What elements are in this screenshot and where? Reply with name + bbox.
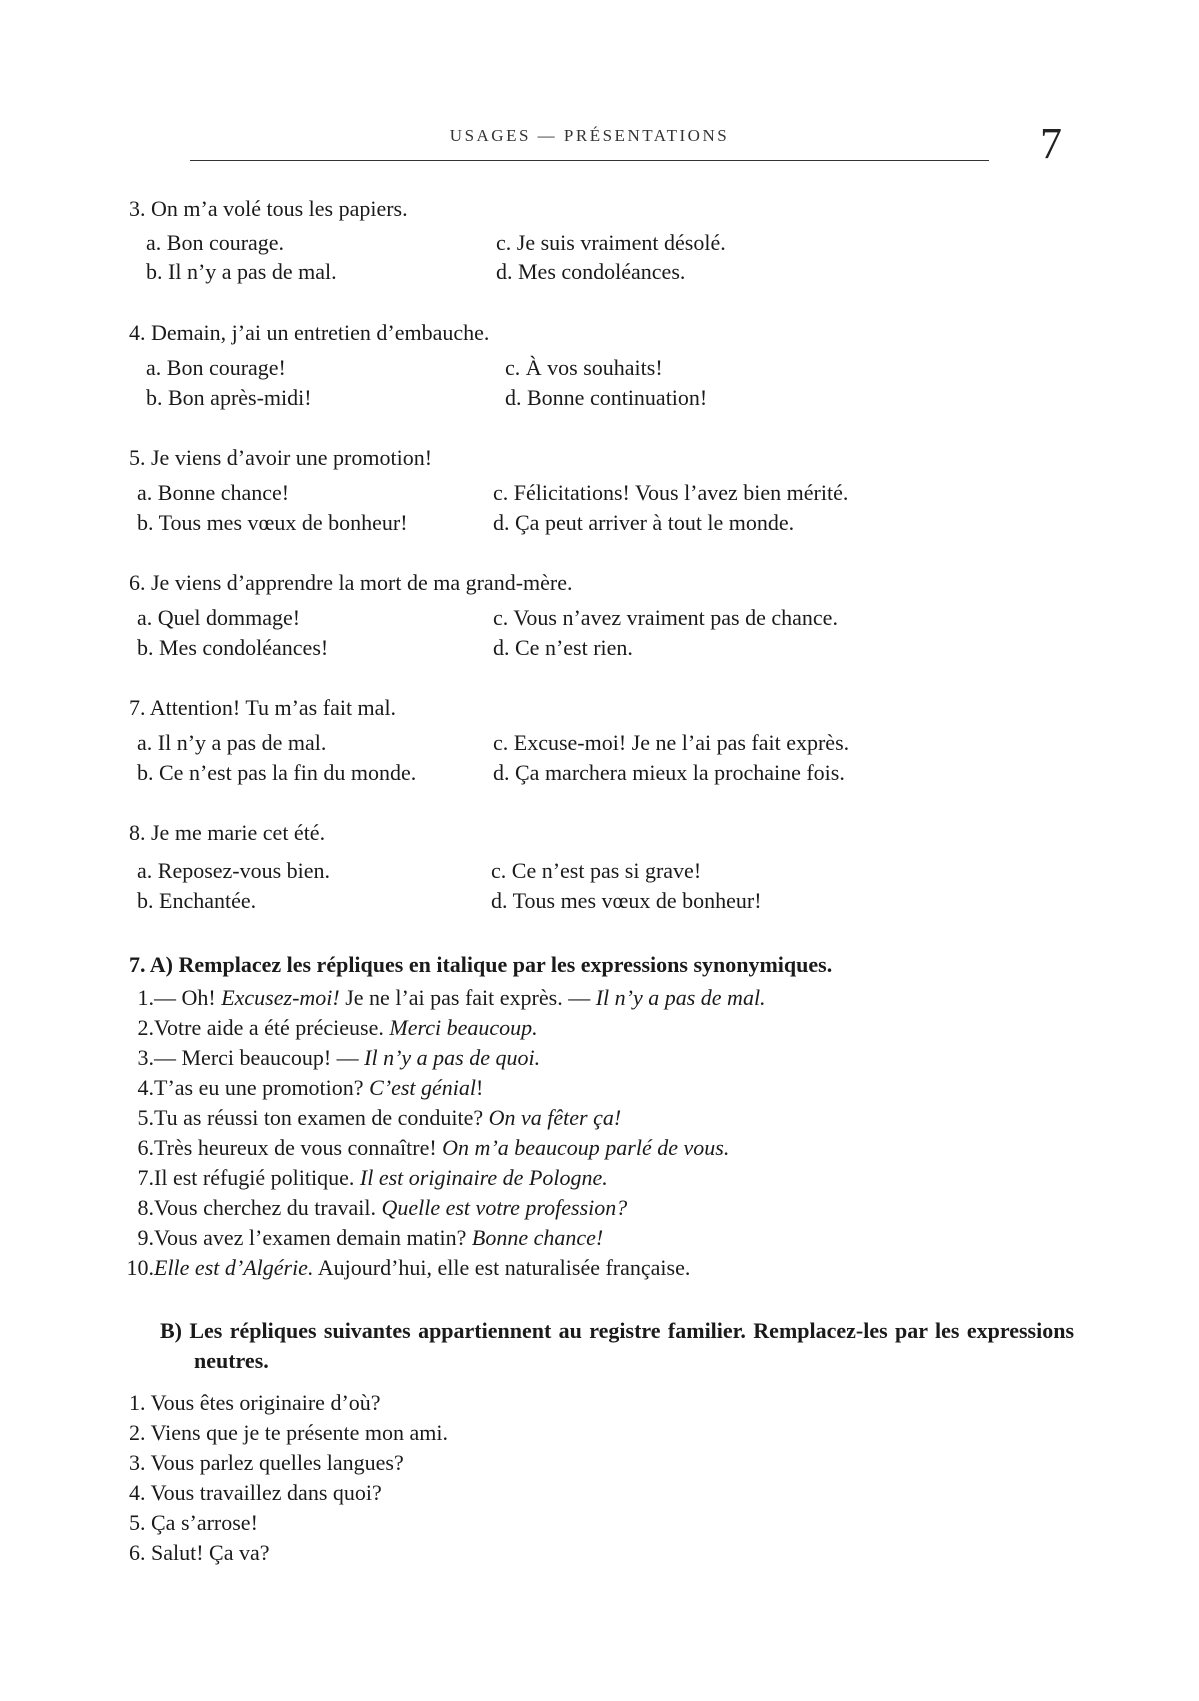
option-b: b. Mes condoléances! <box>137 635 329 660</box>
question-stem: 7. Attention! Tu m’as fait mal. <box>129 695 397 720</box>
exercise-b-heading: B) Les répliques suivantes appartiennent au registre familier. Remplacez-les par les expressions neutres. <box>160 1318 1074 1373</box>
option-d: d. Ça marchera mieux la prochaine fois. <box>493 760 845 785</box>
exercise-item: Vous avez l’examen demain matin? Bonne chance! <box>154 1225 604 1250</box>
list-item: 1. Vous êtes originaire d’où? <box>129 1390 381 1415</box>
item-number: 10. <box>126 1255 154 1280</box>
item-number: 8. <box>137 1195 154 1220</box>
exercise-item: Il est réfugié politique. Il est originaire de Pologne. <box>154 1165 608 1190</box>
option-b: b. Bon après-midi! <box>146 385 312 410</box>
option-d: d. Bonne continuation! <box>505 385 708 410</box>
header-rule <box>190 160 989 161</box>
option-b: b. Ce n’est pas la fin du monde. <box>137 760 417 785</box>
list-item: 5. Ça s’arrose! <box>129 1510 258 1535</box>
question-stem: 8. Je me marie cet été. <box>129 820 326 845</box>
question-stem: 3. On m’a volé tous les papiers. <box>129 196 408 221</box>
option-b: b. Il n’y a pas de mal. <box>146 259 337 284</box>
option-d: d. Ce n’est rien. <box>493 635 633 660</box>
item-number: 4. <box>137 1075 154 1100</box>
exercise-item: Votre aide a été précieuse. Merci beaucoup. <box>154 1015 538 1040</box>
option-a: a. Quel dommage! <box>137 605 301 630</box>
item-number: 7. <box>137 1165 154 1190</box>
exercise-item: Vous cherchez du travail. Quelle est votre profession? <box>154 1195 628 1220</box>
question-stem: 6. Je viens d’apprendre la mort de ma grand-mère. <box>129 570 573 595</box>
option-d: d. Tous mes vœux de bonheur! <box>491 888 762 913</box>
exercise-item: Tu as réussi ton examen de conduite? On va fêter ça! <box>154 1105 622 1130</box>
exercise-item: — Merci beaucoup! — Il n’y a pas de quoi. <box>154 1045 541 1070</box>
item-number: 2. <box>137 1015 154 1040</box>
question-stem: 5. Je viens d’avoir une promotion! <box>129 445 433 470</box>
option-c: c. Vous n’avez vraiment pas de chance. <box>493 605 838 630</box>
option-c: c. Je suis vraiment désolé. <box>496 230 726 255</box>
option-a: a. Reposez-vous bien. <box>137 858 331 883</box>
list-item: 6. Salut! Ça va? <box>129 1540 270 1565</box>
exercise-heading: 7. A) Remplacez les répliques en italique par les expressions synonymiques. <box>129 952 833 977</box>
option-d: d. Ça peut arriver à tout le monde. <box>493 510 795 535</box>
exercise-item: T’as eu une promotion? C’est génial! <box>154 1075 484 1100</box>
option-c: c. À vos souhaits! <box>505 355 663 380</box>
option-a: a. Bonne chance! <box>137 480 290 505</box>
page-number: 7 <box>1040 119 1062 168</box>
list-item: 2. Viens que je te présente mon ami. <box>129 1420 449 1445</box>
exercise-item: — Oh! Excusez-moi! Je ne l’ai pas fait exprès. — Il n’y a pas de mal. <box>154 985 766 1010</box>
option-b: b. Enchantée. <box>137 888 257 913</box>
option-a: a. Bon courage! <box>146 355 286 380</box>
option-d: d. Mes condoléances. <box>496 259 686 284</box>
option-a: a. Il n’y a pas de mal. <box>137 730 327 755</box>
option-b: b. Tous mes vœux de bonheur! <box>137 510 408 535</box>
running-head: USAGES — PRÉSENTATIONS <box>449 126 730 145</box>
list-item: 3. Vous parlez quelles langues? <box>129 1450 404 1475</box>
list-item: 4. Vous travaillez dans quoi? <box>129 1480 382 1505</box>
question-stem: 4. Demain, j’ai un entretien d’embauche. <box>129 320 490 345</box>
exercise-item: Elle est d’Algérie. Aujourd’hui, elle est naturalisée française. <box>154 1255 691 1280</box>
option-c: c. Ce n’est pas si grave! <box>491 858 702 883</box>
exercise-item: Très heureux de vous connaître! On m’a beaucoup parlé de vous. <box>154 1135 730 1160</box>
item-number: 3. <box>137 1045 154 1070</box>
option-c: c. Félicitations! Vous l’avez bien mérité. <box>493 480 849 505</box>
item-number: 9. <box>137 1225 154 1250</box>
item-number: 5. <box>137 1105 154 1130</box>
option-c: c. Excuse-moi! Je ne l’ai pas fait exprès. <box>493 730 850 755</box>
item-number: 1. <box>137 985 154 1010</box>
item-number: 6. <box>137 1135 154 1160</box>
option-a: a. Bon courage. <box>146 230 285 255</box>
